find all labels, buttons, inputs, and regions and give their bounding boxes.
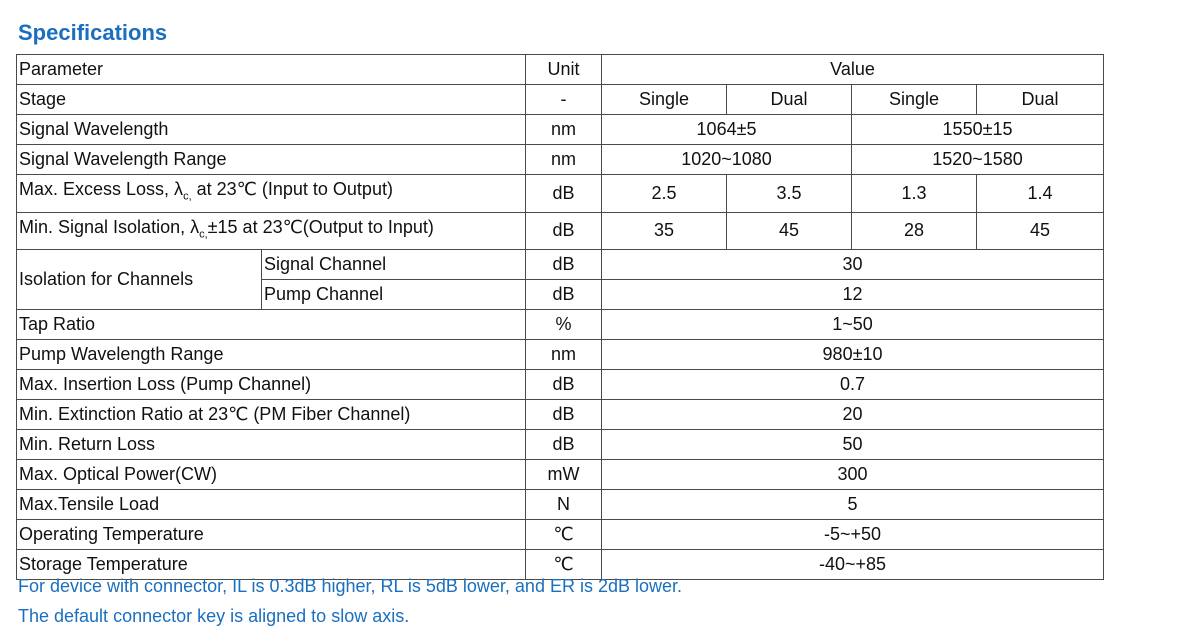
row-unit: nm [526,340,602,370]
sub-label: Signal Channel [262,250,526,280]
tap-ratio-row [17,310,1104,340]
row-value: 35 [602,212,727,250]
note-connector-key: The default connector key is aligned to slow axis. [18,606,410,626]
stage-value: Single [602,85,727,115]
row-label: Storage Temperature [17,550,526,580]
page-title: Specifications [18,20,168,45]
header-value: Value [602,55,1104,85]
row-label: Signal Wavelength [17,115,526,145]
value-1550: 1520~1580 [852,145,1104,175]
signal-wavelength-row [17,115,1104,145]
row-value: 0.7 [602,370,1104,400]
return-loss-row [17,430,1104,460]
row-unit: ℃ [526,550,602,580]
row-value: 1~50 [602,310,1104,340]
row-unit: mW [526,460,602,490]
pump-range-row [17,340,1104,370]
value-1550: 1550±15 [852,115,1104,145]
row-value: 28 [852,212,977,250]
row-value: 5 [602,490,1104,520]
row-unit: dB [526,430,602,460]
row-value: 2.5 [602,175,727,213]
row-label: Max.Tensile Load [17,490,526,520]
specifications-table [16,54,1104,580]
row-value: 1.3 [852,175,977,213]
row-label: Pump Wavelength Range [17,340,526,370]
row-unit: ℃ [526,520,602,550]
row-value: 300 [602,460,1104,490]
row-unit: dB [526,250,602,280]
header-unit: Unit [526,55,602,85]
row-value: 980±10 [602,340,1104,370]
row-unit: % [526,310,602,340]
row-unit: nm [526,145,602,175]
isolation-signal-row [17,250,1104,280]
row-label: Stage [17,85,526,115]
header-row [17,55,1104,85]
row-value: 30 [602,250,1104,280]
value-1064: 1020~1080 [602,145,852,175]
insertion-loss-row [17,370,1104,400]
row-value: -40~+85 [602,550,1104,580]
row-value: 45 [727,212,852,250]
row-label: Min. Return Loss [17,430,526,460]
row-label: Tap Ratio [17,310,526,340]
row-label: Max. Optical Power(CW) [17,460,526,490]
stage-value: Dual [977,85,1104,115]
row-label: Signal Wavelength Range [17,145,526,175]
row-unit: dB [526,370,602,400]
row-unit: nm [526,115,602,145]
row-value: 12 [602,280,1104,310]
row-value: 20 [602,400,1104,430]
sub-label: Pump Channel [262,280,526,310]
signal-range-row [17,145,1104,175]
row-value: 1.4 [977,175,1104,213]
row-value: -5~+50 [602,520,1104,550]
tensile-load-row [17,490,1104,520]
signal-isolation-row [17,212,1104,250]
header-parameter: Parameter [17,55,526,85]
row-label: Operating Temperature [17,520,526,550]
row-label: Max. Insertion Loss (Pump Channel) [17,370,526,400]
note-connector-loss: For device with connector, IL is 0.3dB higher, RL is 5dB lower, and ER is 2dB lower. [18,576,683,596]
row-label: Max. Excess Loss, $\lambda_{c,}$ at 23℃ (Input to Output) [17,175,526,213]
row-value: 45 [977,212,1104,250]
row-label: Min. Signal Isolation, $\lambda_{c,}\pm 15$ at 23℃(Output to Input) [17,212,526,250]
stage-value: Single [852,85,977,115]
row-label: Min. Extinction Ratio at 23℃ (PM Fiber Channel) [17,400,526,430]
row-unit: - [526,85,602,115]
extinction-ratio-row [17,400,1104,430]
excess-loss-row [17,175,1104,213]
row-unit: dB [526,400,602,430]
row-value: 50 [602,430,1104,460]
row-label: Isolation for Channels [17,250,262,310]
operating-temp-row [17,520,1104,550]
stage-row [17,85,1104,115]
row-value: 3.5 [727,175,852,213]
optical-power-row [17,460,1104,490]
row-unit: N [526,490,602,520]
row-unit: dB [526,280,602,310]
stage-value: Dual [727,85,852,115]
value-1064: 1064±5 [602,115,852,145]
row-unit: dB [526,175,602,213]
row-unit: dB [526,212,602,250]
